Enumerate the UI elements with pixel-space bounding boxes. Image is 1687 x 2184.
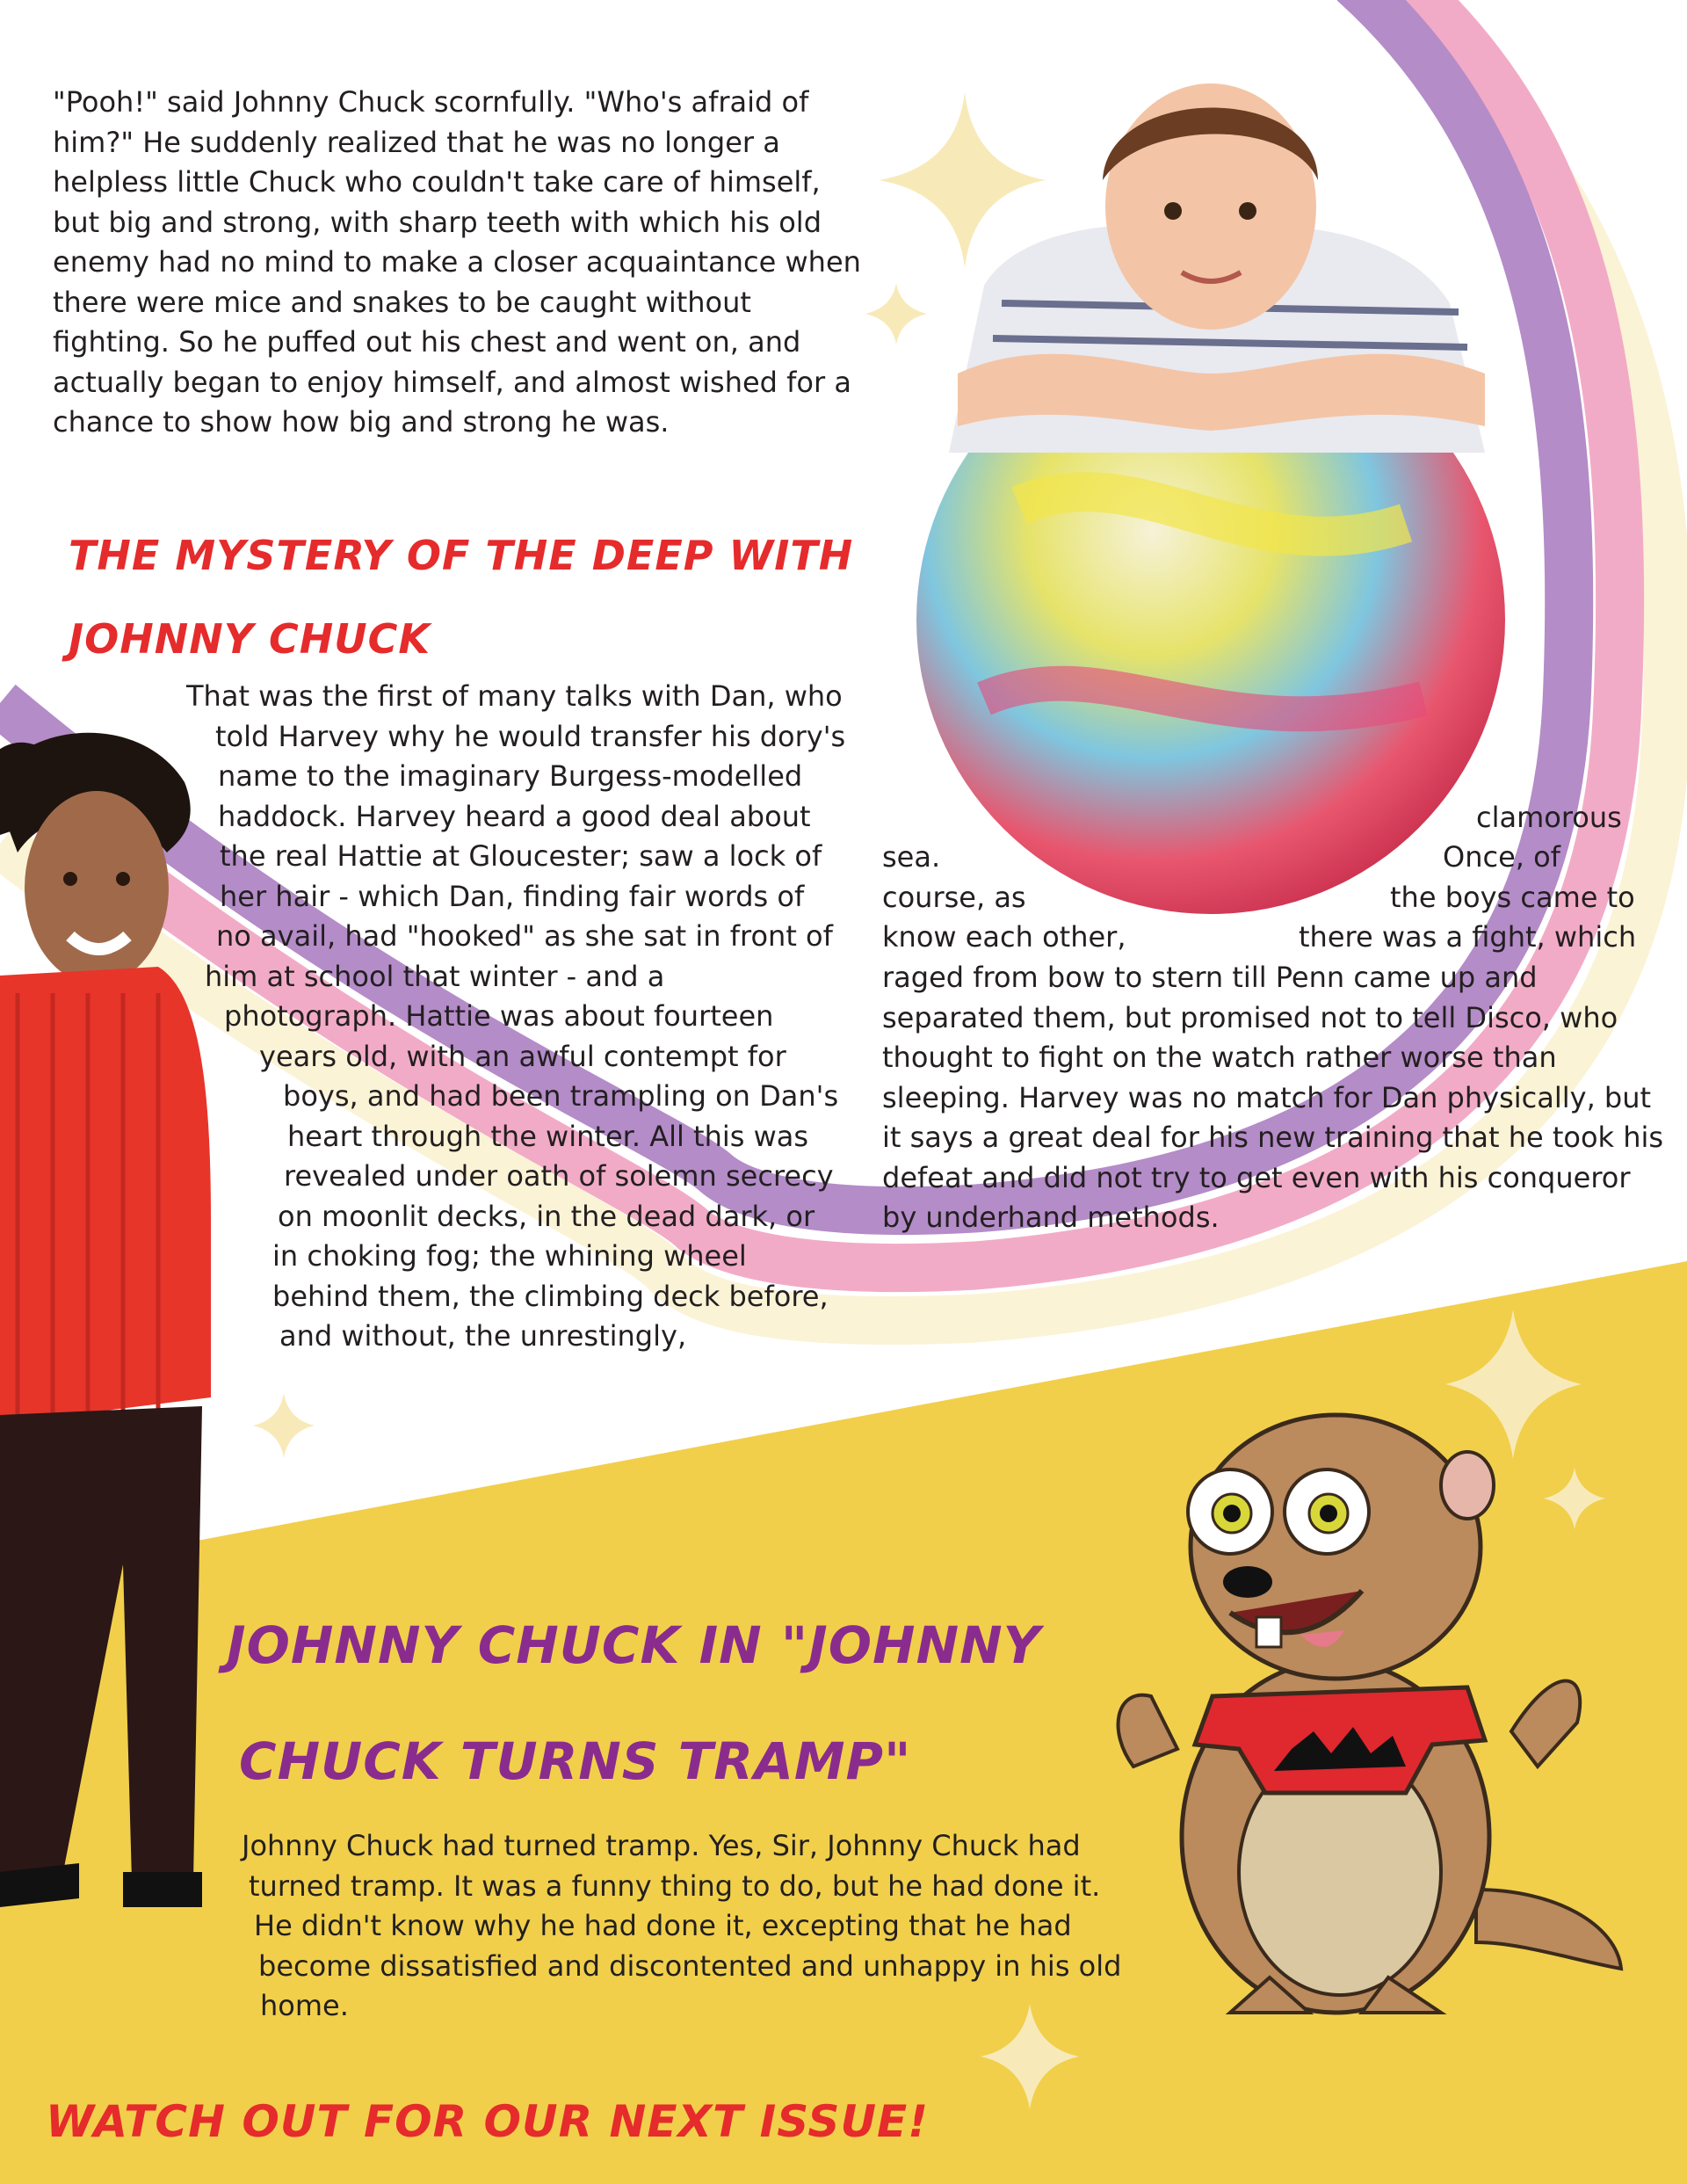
tramp-line: turned tramp. It was a funny thing to do, but he had done it. <box>249 1868 1101 1903</box>
intro-paragraph <box>53 83 861 443</box>
mystery-line: raged from bow to stern till Penn came up and <box>882 961 1538 994</box>
mystery-line: thought to fight on the watch rather worse than <box>882 1041 1557 1074</box>
mystery-fragment: know each other, <box>882 920 1126 954</box>
mystery-line: name to the imaginary Burgess-modelled <box>218 759 803 793</box>
mystery-line: the real Hattie at Gloucester; saw a lock of <box>220 839 822 873</box>
mystery-line: him at school that winter - and a <box>205 959 665 993</box>
mystery-line: it says a great deal for his new training that he took his <box>882 1121 1664 1154</box>
mystery-line: defeat and did not try to get even with his conqueror <box>882 1160 1631 1194</box>
groundhog-cartoon <box>1098 1397 1625 2030</box>
footer-next-issue: WATCH OUT FOR OUR NEXT ISSUE! <box>46 2096 930 2147</box>
intro-line: there were mice and snakes to be caught without <box>53 285 751 319</box>
intro-line: enemy had no mind to make a closer acquaintance when <box>53 245 861 279</box>
intro-line: him?" He suddenly realized that he was no longer a <box>53 125 780 159</box>
mystery-line: photograph. Hattie was about fourteen <box>224 999 774 1033</box>
mystery-line: on moonlit decks, in the dead dark, or <box>278 1199 815 1233</box>
mystery-fragment: sea. <box>882 840 941 874</box>
mystery-line: separated them, but promised not to tell Disco, who <box>882 1000 1618 1034</box>
mystery-line: revealed under oath of solemn secrecy <box>284 1159 834 1193</box>
mystery-line: behind them, the climbing deck before, <box>272 1279 829 1313</box>
mystery-right-column <box>882 958 1663 1238</box>
tramp-line: He didn't know why he had done it, excepting that he had <box>254 1909 1072 1942</box>
boy-photo <box>879 83 1511 927</box>
mystery-line: That was the first of many talks with Dan, who <box>186 679 843 713</box>
tramp-line: become dissatisfied and discontented and unhappy in his old <box>258 1948 1122 1983</box>
intro-line: chance to show how big and strong he was. <box>53 405 670 439</box>
mystery-title-line2: JOHNNY CHUCK <box>69 615 431 663</box>
mystery-left-column <box>0 677 845 1357</box>
tramp-line: Johnny Chuck had turned tramp. Yes, Sir, Johnny Chuck had <box>242 1829 1081 1862</box>
mystery-line: years old, with an awful contempt for <box>259 1039 786 1073</box>
mystery-line: her hair - which Dan, finding fair words of <box>220 879 805 913</box>
mystery-fragment: there was a fight, which <box>1299 920 1637 954</box>
tramp-paragraph <box>0 1826 1121 2027</box>
intro-line: fighting. So he puffed out his chest and went on, and <box>53 325 801 359</box>
mystery-line: boys, and had been trampling on Dan's <box>283 1079 839 1113</box>
mystery-line: heart through the winter. All this was <box>287 1119 809 1153</box>
intro-line: actually began to enjoy himself, and almost wished for a <box>53 365 851 399</box>
intro-line: "Pooh!" said Johnny Chuck scornfully. "Who's afraid of <box>53 85 809 119</box>
mystery-line: haddock. Harvey heard a good deal about <box>218 799 811 833</box>
mystery-line: sleeping. Harvey was no match for Dan physically, but <box>882 1080 1652 1114</box>
mystery-fragment: course, as <box>882 881 1026 914</box>
tramp-title-line2: CHUCK TURNS TRAMP" <box>239 1731 912 1791</box>
mystery-line: by underhand methods. <box>882 1201 1220 1234</box>
mystery-line: in choking fog; the whining wheel <box>272 1239 747 1273</box>
tramp-title-line1: JOHNNY CHUCK IN "JOHNNY <box>227 1615 1041 1675</box>
mystery-fragment: the boys came to <box>1390 881 1635 914</box>
mystery-fragment: Once, of <box>1443 840 1560 874</box>
mystery-line: and without, the unrestingly, <box>279 1319 687 1353</box>
mystery-fragment: clamorous <box>1476 801 1622 834</box>
tramp-line: home. <box>260 1989 349 2022</box>
mystery-title-line1: THE MYSTERY OF THE DEEP WITH <box>69 532 854 579</box>
intro-line: helpless little Chuck who couldn't take care of himself, <box>53 165 821 199</box>
mystery-line: no avail, had "hooked" as she sat in front of <box>216 919 833 953</box>
intro-line: but big and strong, with sharp teeth with which his old <box>53 205 822 239</box>
mystery-line: told Harvey why he would transfer his dory's <box>215 719 846 753</box>
